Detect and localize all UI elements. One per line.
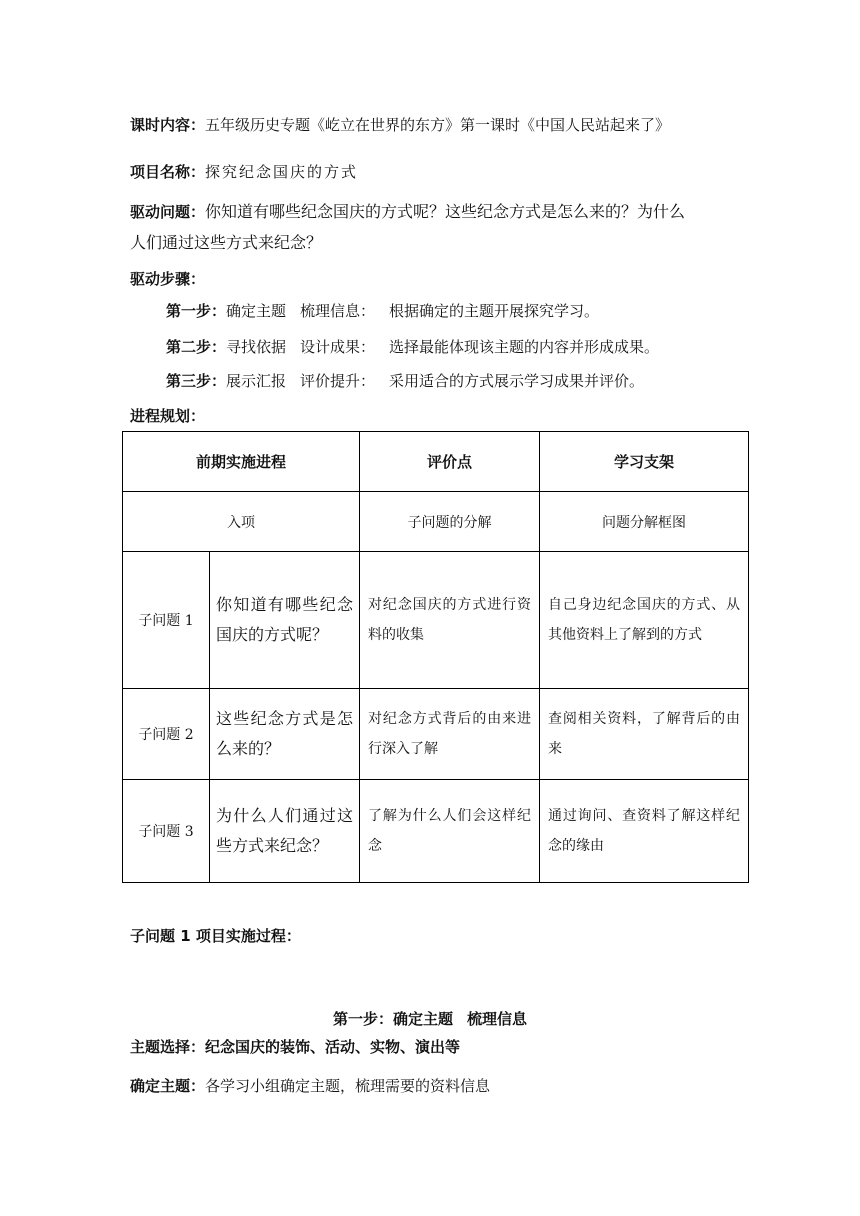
table-row [123,779,749,882]
lesson-content-label: 课时内容： [130,116,206,134]
row-eval: 对纪念国庆的方式进行资料的收集 [360,552,540,688]
step-1-title [0,1008,860,1030]
header-progress: 前期实施进程 [123,432,360,492]
intro-cell-progress: 入项 [123,492,360,552]
step-3-b: 评价提升： [300,372,376,390]
project-name-label: 项目名称： [130,163,206,181]
step-1-a: 确定主题 [226,302,287,320]
step-1-label: 第一步： [166,302,227,320]
step-3-label: 第三步： [166,372,227,390]
driving-question-text-1: 你知道有哪些纪念国庆的方式呢？这些纪念方式是怎么来的？为什么 [205,202,686,221]
row-support: 查阅相关资料，了解背后的由来 [540,688,749,779]
table-header-row [123,432,749,492]
step-1-line [166,300,599,322]
plan-label: 进程规划： [130,407,206,425]
step-1-b: 梳理信息： [300,302,376,320]
header-eval: 评价点 [360,432,540,492]
theme-choice-line [130,1036,460,1058]
confirm-theme-text: 各学习小组确定主题，梳理需要的资料信息 [205,1077,491,1095]
driving-question-label: 驱动问题： [130,203,206,221]
row-question: 这些纪念方式是怎么来的？ [210,688,360,779]
intro-cell-support: 问题分解框图 [540,492,749,552]
row-eval: 对纪念方式背后的由来进行深入了解 [360,688,540,779]
step-3-c: 采用适合的方式展示学习成果并评价。 [389,372,645,390]
row-support: 通过询问、查资料了解这样纪念的缘由 [540,779,749,882]
project-name-line [130,161,358,183]
row-eval: 了解为什么人们会这样纪念 [360,779,540,882]
table-row [123,552,749,688]
step-3-a: 展示汇报 [226,372,287,390]
step-2-line [166,336,659,358]
project-name-text: 探究纪念国庆的方式 [205,163,359,181]
row-question: 你知道有哪些纪念国庆的方式呢？ [210,552,360,688]
step-1-title-a: 第一步：确定主题 [332,1010,453,1028]
sub-question-1-title: 子问题 1 项目实施过程： [130,927,301,945]
row-label: 子问题 1 [123,552,210,688]
row-support: 自己身边纪念国庆的方式、从其他资料上了解到的方式 [540,552,749,688]
step-1-title-b: 梳理信息 [467,1010,528,1028]
table-intro-row [123,492,749,552]
driving-question-line-1 [130,201,685,223]
lesson-content-line [130,114,670,136]
step-2-b: 设计成果： [300,338,376,356]
theme-choice-text: 纪念国庆的装饰、活动、实物、演出等 [205,1038,461,1056]
driving-question-line-2: 人们通过这些方式来纪念？ [130,233,323,252]
step-2-label: 第二步： [166,338,227,356]
lesson-content-text: 五年级历史专题《屹立在世界的东方》第一课时《中国人民站起来了》 [205,116,671,134]
driving-steps-label: 驱动步骤： [130,270,206,288]
header-support: 学习支架 [540,432,749,492]
step-2-a: 寻找依据 [226,338,287,356]
row-label: 子问题 3 [123,779,210,882]
row-label: 子问题 2 [123,688,210,779]
step-1-c: 根据确定的主题开展探究学习。 [389,302,600,320]
step-2-c: 选择最能体现该主题的内容并形成成果。 [389,338,660,356]
confirm-theme-line [130,1075,490,1097]
step-3-line [166,370,644,392]
confirm-theme-label: 确定主题： [130,1077,206,1095]
intro-cell-eval: 子问题的分解 [360,492,540,552]
theme-choice-label: 主题选择： [130,1038,206,1056]
row-question: 为什么人们通过这些方式来纪念？ [210,779,360,882]
plan-table [122,431,749,883]
table-row [123,688,749,779]
